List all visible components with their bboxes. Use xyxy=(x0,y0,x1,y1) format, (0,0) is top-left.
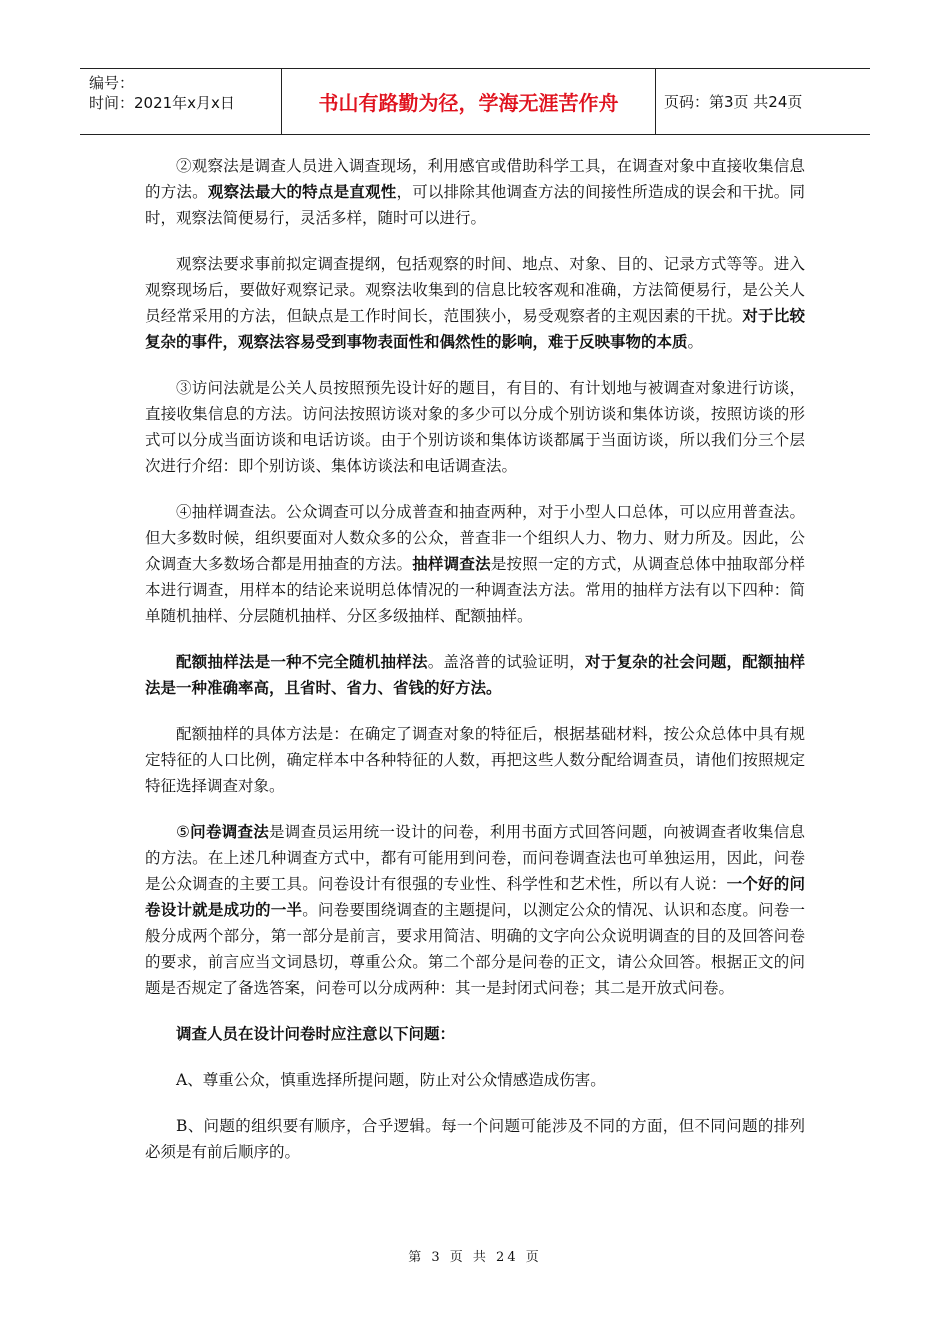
text-run: ，可以排除其他调查方法的间接性所造成的误会和干扰。同时，观察法简便易行，灵活多样，随时可以进行。 xyxy=(145,183,805,227)
text-run: 是调查员运用统一设计的问卷，利用书面方式回答问题，向被调查者收集信息的方法。在上述几种调查方式中，都有可能用到问卷，而问卷调查法也可单独运用，因此，问卷是公众调查的主要工具。问卷设计有很强的专业性、科学性和艺术性，所以有人说： xyxy=(145,823,805,893)
body-paragraph xyxy=(145,251,805,355)
body-paragraph xyxy=(145,1021,805,1047)
text-run: ④抽样调查法。公众调查可以分成普查和抽查两种，对于小型人口总体，可以应用普查法。但大多数时候，组织要面对人数众多的公众，普查非一个组织人力、物力、财力所及。因此，公众调查大多数场合都是用抽查的方法。 xyxy=(145,503,805,573)
document-body xyxy=(145,153,805,1185)
text-run: 配额抽样的具体方法是：在确定了调查对象的特征后，根据基础材料，按公众总体中具有规定特征的人口比例，确定样本中各种特征的人数，再把这些人数分配给调查员，请他们按照规定特征选择调查对象。 xyxy=(145,725,805,795)
text-run: B、问题的组织要有顺序，合乎逻辑。每一个问题可能涉及不同的方面，但不同问题的排列必须是有前后顺序的。 xyxy=(145,1117,805,1161)
bold-text: 配额抽样法是一种不完全随机抽样法 xyxy=(176,653,428,671)
text-run: 。 xyxy=(687,333,704,351)
body-paragraph xyxy=(145,1113,805,1165)
text-run: 。问卷要围绕调查的主题提问，以测定公众的情况、认识和态度。问卷一般分成两个部分，第一部分是前言，要求用简洁、明确的文字向公众说明调查的目的及回答问卷的要求，前言应当文词恳切，尊重公众。第二个部分是问卷的正文，请公众回答。根据正文的问题是否规定了备选答案，问卷可以分成两种：其一是封闭式问卷；其二是开放式问卷。 xyxy=(145,901,805,997)
bold-text: 抽样调查法 xyxy=(412,555,491,573)
body-paragraph xyxy=(145,499,805,629)
page-header xyxy=(80,68,870,135)
body-paragraph xyxy=(145,1067,805,1093)
bold-text: 对于复杂的社会问题，配额抽样法是一种准确率高，且省时、省力、省钱的好方法。 xyxy=(145,653,805,697)
bold-text: 一个好的问卷设计就是成功的一半 xyxy=(145,875,805,919)
bold-text: 问卷调查法 xyxy=(190,823,270,841)
body-paragraph xyxy=(145,153,805,231)
text-run: ②观察法是调查人员进入调查现场，利用感官或借助科学工具，在调查对象中直接收集信息的方法。 xyxy=(145,157,805,201)
header-meta-cell xyxy=(80,69,282,134)
time-label: 时间：2021年x月x日 xyxy=(89,94,235,112)
header-motto: 书山有路勤为径，学海无涯苦作舟 xyxy=(282,69,656,134)
text-run: ⑤ xyxy=(176,823,191,841)
body-paragraph xyxy=(145,649,805,701)
body-paragraph xyxy=(145,819,805,1001)
text-run: 。盖洛普的试验证明， xyxy=(427,653,585,671)
text-run: 观察法要求事前拟定调查提纲，包括观察的时间、地点、对象、目的、记录方式等等。进入观察现场后，要做好观察记录。观察法收集到的信息比较客观和准确，方法简便易行，是公关人员经常采用的方法，但缺点是工作时间长，范围狭小，易受观察者的主观因素的干扰。 xyxy=(145,255,805,325)
body-paragraph xyxy=(145,721,805,799)
header-page-info: 页码：第3页 共24页 xyxy=(664,93,803,111)
bold-text: 观察法最大的特点是直观性 xyxy=(207,183,397,201)
bold-text: 调查人员在设计问卷时应注意以下问题： xyxy=(176,1025,456,1043)
page-footer: 第 3 页 共 24 页 xyxy=(408,1250,542,1265)
text-run: ③访问法就是公关人员按照预先设计好的题目，有目的、有计划地与被调查对象进行访谈，直接收集信息的方法。访问法按照访谈对象的多少可以分成个别访谈和集体访谈，按照访谈的形式可以分成当面访谈和电话访谈。由于个别访谈和集体访谈都属于当面访谈，所以我们分三个层次进行介绍：即个别访谈、集体访谈法和电话调查法。 xyxy=(145,379,805,475)
text-run: A、尊重公众，慎重选择所提问题，防止对公众情感造成伤害。 xyxy=(176,1071,606,1089)
text-run: 是按照一定的方式，从调查总体中抽取部分样本进行调查，用样本的结论来说明总体情况的一种调查法方法。常用的抽样方法有以下四种：简单随机抽样、分层随机抽样、分区多级抽样、配额抽样。 xyxy=(145,555,805,625)
number-label: 编号： xyxy=(89,74,135,92)
bold-text: 对于比较复杂的事件，观察法容易受到事物表面性和偶然性的影响，难于反映事物的本质 xyxy=(145,307,805,351)
body-paragraph xyxy=(145,375,805,479)
